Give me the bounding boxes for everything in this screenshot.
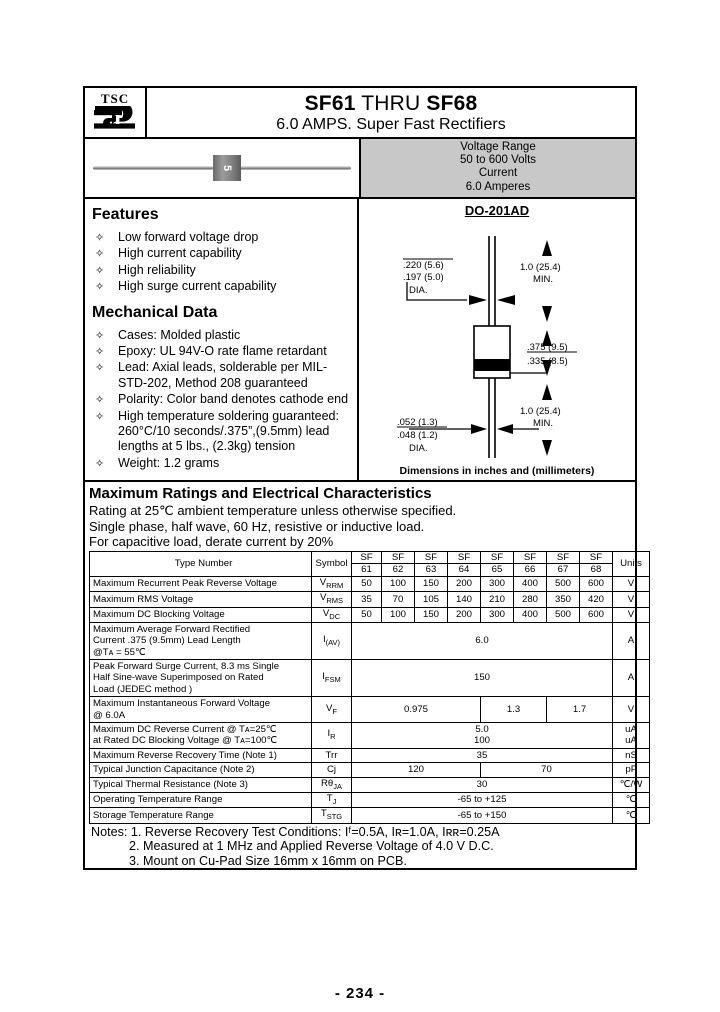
row-units: ℃/W [613,777,650,792]
row-value: 1.3 [481,697,547,723]
row-symbol: Cj [312,763,352,777]
table-row [90,697,650,723]
row-symbol: $V_{RRM}$ [312,576,352,591]
row-description: Maximum Recurrent Peak Reverse Voltage [90,576,312,591]
table-row [90,592,650,607]
row-value: 6.0 [352,622,613,659]
row-value: 300 [481,576,514,591]
ratings-note-1: Rating at 25℃ ambient temperature unless otherwise specified. [89,503,457,519]
page-number: - 234 - [334,985,386,1002]
list-item [92,328,351,343]
row-units: ℃ [613,793,650,808]
dim-body-dia-top: .220 (5.6) [403,260,444,271]
dim-lead-dia-label: DIA. [409,443,428,454]
col-part-number: 65 [481,564,514,576]
mechanical-list [92,328,351,472]
dim-body-len-bottom: .335 (8.5) [527,356,568,367]
row-value: 600 [580,576,613,591]
row-value: 420 [580,592,613,607]
dim-lead-bottom: 1.0 (25.4) [520,406,561,417]
table-row [90,607,650,622]
voltage-range-box [361,139,635,197]
row-value: 100 [382,607,415,622]
diamond-bullet-icon: ✧ [95,410,105,423]
row-value: 140 [448,592,481,607]
row-value: 300 [481,607,514,622]
row-units: V [613,607,650,622]
diamond-bullet-icon: ✧ [95,329,105,342]
row-value: 0.975 [352,697,481,723]
feature-text: Low forward voltage drop [118,230,259,244]
voltage-line-3: Current [478,167,518,180]
ratings-section [85,482,643,868]
diamond-bullet-icon: ✧ [95,281,105,294]
table-row [90,777,650,792]
diamond-bullet-icon: ✧ [95,248,105,261]
col-part-number: 66 [514,564,547,576]
row-value: 1.7 [547,697,613,723]
features-and-drawing [85,199,635,482]
dim-lead-top-min: MIN. [533,274,554,285]
package-photo [85,139,361,197]
row-symbol: $I_{FSM}$ [312,660,352,697]
row-value: 100 [382,576,415,591]
col-part-prefix: SF [382,552,415,564]
row-value: 500 [547,607,580,622]
page-header [85,88,635,139]
voltage-line-2: 50 to 600 Volts [459,154,537,167]
row-symbol: $I_{(AV)}$ [312,622,352,659]
row-description: Peak Forward Surge Current, 8.3 ms Single Half Sine-wave Superimposed on Rated Load (JEDEC method ) [90,660,312,697]
mechanical-text: Polarity: Color band denotes cathode end [118,392,349,407]
list-item [92,279,351,294]
row-value: 70 [481,763,613,777]
row-symbol: Trr [312,748,352,762]
voltage-line-1: Voltage Range [460,141,536,153]
diamond-bullet-icon: ✧ [95,394,105,407]
page-subtitle: 6.0 AMPS. Super Fast Rectifiers [276,116,506,133]
lead-right [231,166,351,170]
dim-lead-dia-top: .052 (1.3) [397,417,438,428]
list-item [92,360,351,391]
mechanical-text: Epoxy: UL 94V-O rate flame retardant [118,344,327,359]
col-part-number: 68 [580,564,613,576]
row-value: 120 [352,763,481,777]
footnote-1: Notes: 1. Reverse Recovery Test Conditions: Iᶠ=0.5A, Iʀ=1.0A, Iʀʀ=0.25A [91,824,500,839]
feature-text: High reliability [118,262,196,277]
col-part-number: 67 [547,564,580,576]
table-row [90,793,650,808]
drawing-footer: Dimensions in inches and (millimeters) [399,465,595,478]
col-part-prefix: SF [448,552,481,564]
mechanical-text: High temperature soldering guaranteed: 260°C/10 seconds/.375”,(9.5mm) lead lengths at 5 lbs., (2.3kg) tension [118,408,339,454]
features-panel [85,199,359,480]
mechanical-text: Weight: 1.2 grams [118,455,220,470]
list-item [92,246,351,261]
row-description: Maximum Instantaneous Forward Voltage @ 6.0A [90,697,312,723]
dim-body-len-top: .375 (9.5) [527,342,568,353]
row-symbol: $T_J$ [312,793,352,808]
diode-body [213,155,241,181]
col-part-prefix: SF [514,552,547,564]
row-description: Maximum DC Blocking Voltage [90,607,312,622]
row-units: ℃ [613,808,650,823]
table-row [90,723,650,749]
voltage-line-4: 6.0 Amperes [465,180,531,193]
row-description: Operating Temperature Range [90,793,312,808]
feature-text: High surge current capability [118,279,277,294]
row-value: -65 to +150 [352,808,613,823]
company-logo [85,88,147,137]
title-part-1: SF61 [304,92,356,115]
row-value: 150 [415,607,448,622]
table-row [90,576,650,591]
row-value: 50 [352,607,382,622]
row-description: Maximum DC Reverse Current @ Tᴀ=25℃ at Rated DC Blocking Voltage @ Tᴀ=100℃ [90,723,312,749]
row-value: 105 [415,592,448,607]
row-description: Storage Temperature Range [90,808,312,823]
package-outline-drawing [361,218,633,476]
footnote-2: 2. Measured at 1 MHz and Applied Reverse Voltage of 4.0 V D.C. [129,839,494,854]
mechanical-heading: Mechanical Data [92,303,218,321]
row-units: V [613,592,650,607]
row-value: 500 [547,576,580,591]
row-symbol: $T_{STG}$ [312,808,352,823]
row-value: 30 [352,777,613,792]
row-description: Typical Junction Capacitance (Note 2) [90,763,312,777]
col-part-prefix: SF [352,552,382,564]
row-value: 5.0 100 [352,723,613,749]
list-item [92,344,351,359]
row-symbol: $V_{DC}$ [312,607,352,622]
row-description: Maximum Reverse Recovery Time (Note 1) [90,748,312,762]
list-item [92,409,351,455]
col-part-number: 62 [382,564,415,576]
ratings-note-2: Single phase, half wave, 60 Hz, resistive or inductive load. [89,518,425,534]
diamond-bullet-icon: ✧ [95,346,105,359]
table-row [90,763,650,777]
list-item [92,456,351,471]
row-symbol: $V_{RMS}$ [312,592,352,607]
row-value: 200 [448,576,481,591]
tsc-logo-mark-icon [92,106,138,132]
row-description: Maximum RMS Voltage [90,592,312,607]
col-part-number: 61 [352,564,382,576]
row-symbol: $I_R$ [312,723,352,749]
footnotes [89,824,635,869]
col-units: Units [613,552,650,577]
table-row [90,808,650,823]
specifications-table [89,551,650,824]
ratings-title: Maximum Ratings and Electrical Characteristics [89,485,432,503]
col-part-prefix: SF [481,552,514,564]
features-list [92,230,351,295]
page-title [147,88,635,137]
col-part-number: 63 [415,564,448,576]
row-value: 35 [352,748,613,762]
row-units: pF [613,763,650,777]
row-units: nS [613,748,650,762]
dim-body-dia-label: DIA. [409,285,428,296]
package-drawing-panel [359,199,635,480]
row-units: uA uA [613,723,650,749]
row-value: 350 [547,592,580,607]
diamond-bullet-icon: ✧ [95,362,105,375]
col-part-prefix: SF [580,552,613,564]
list-item [92,392,351,407]
logo-text: TSC [100,90,130,106]
row-description: Maximum Average Forward Rectified Current .375 (9.5mm) Lead Length @Tᴀ = 55℃ [90,622,312,659]
dim-lead-top: 1.0 (25.4) [520,262,561,273]
row-description: Typical Thermal Resistance (Note 3) [90,777,312,792]
row-units: V [613,576,650,591]
list-item [92,230,351,245]
body-marking: 5 [221,164,233,172]
package-type-label: DO-201AD [464,203,530,218]
table-row [90,660,650,697]
row-value: 70 [382,592,415,607]
feature-text: High current capability [118,246,242,261]
row-units: A [613,622,650,659]
mechanical-text: Cases: Molded plastic [118,327,241,342]
row-value: 200 [448,607,481,622]
row-value: 50 [352,576,382,591]
col-part-number: 64 [448,564,481,576]
title-thru: THRU [355,92,427,115]
diamond-bullet-icon: ✧ [95,264,105,277]
footnote-3: 3. Mount on Cu-Pad Size 16mm x 16mm on PCB. [129,853,407,868]
title-part-2: SF68 [426,92,478,115]
diamond-bullet-icon: ✧ [95,457,105,470]
row-value: 150 [352,660,613,697]
lead-left [93,166,213,170]
row-value: 150 [415,576,448,591]
dim-body-dia-bottom: .197 (5.0) [403,272,444,283]
row-value: 35 [352,592,382,607]
row-value: 400 [514,576,547,591]
row-value: 280 [514,592,547,607]
row-value: -65 to +125 [352,793,613,808]
mechanical-text: Lead: Axial leads, solderable per MIL-STD-202, Method 208 guaranteed [118,360,328,390]
table-row [90,748,650,762]
diamond-bullet-icon: ✧ [95,232,105,244]
datasheet-page [83,86,643,870]
row-units: V [613,697,650,723]
row-value: 210 [481,592,514,607]
col-symbol: Symbol [312,552,352,577]
package-band [85,139,635,199]
row-value: 400 [514,607,547,622]
col-type-number: Type Number [90,552,312,577]
row-units: A [613,660,650,697]
row-value: 600 [580,607,613,622]
row-symbol: $V_F$ [312,697,352,723]
list-item [92,263,351,278]
ratings-note-3: For capacitive load, derate current by 20% [89,534,334,550]
table-header-row [90,552,650,564]
row-symbol: $R\theta_{JA}$ [312,777,352,792]
col-part-prefix: SF [547,552,580,564]
features-heading: Features [92,206,159,223]
col-part-prefix: SF [415,552,448,564]
dim-lead-bottom-min: MIN. [533,418,554,429]
dim-lead-dia-bottom: .048 (1.2) [397,430,438,441]
table-row [90,622,650,659]
